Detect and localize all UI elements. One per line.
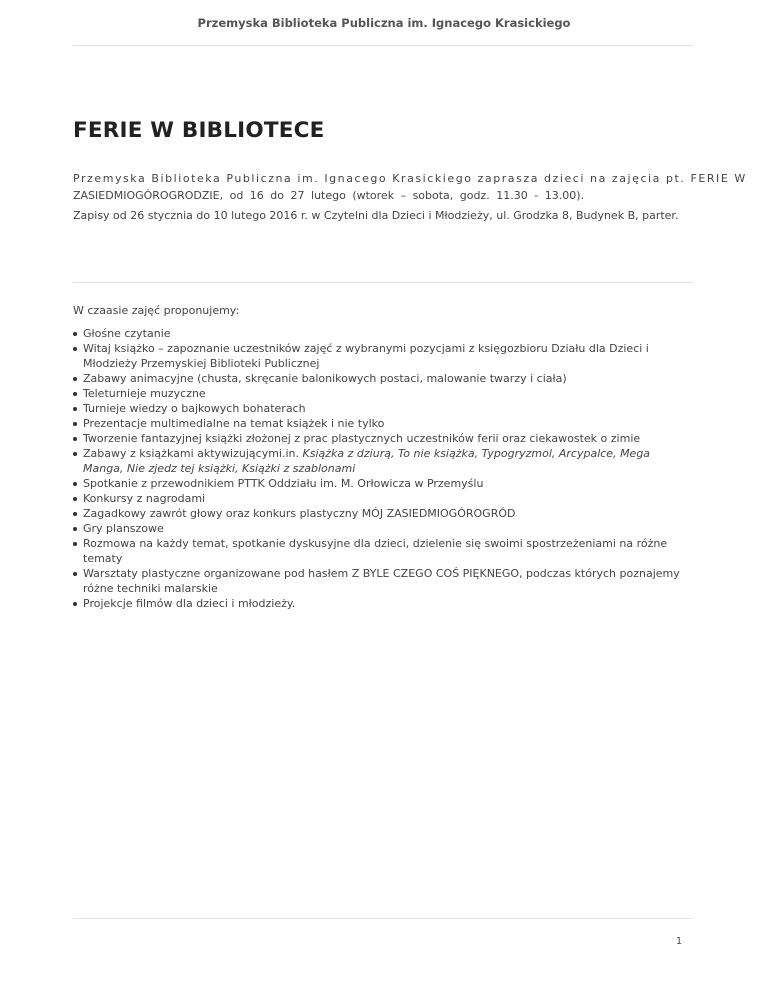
- bullet-icon: [73, 482, 77, 486]
- list-item: Projekcje filmów dla dzieci i młodzieży.: [73, 596, 688, 611]
- bullet-icon: [73, 542, 77, 546]
- page-number: 1: [676, 936, 683, 947]
- bullet-icon: [73, 452, 77, 456]
- signup-info: Zapisy od 26 stycznia do 10 lutego 2016 r. w Czytelni dla Dzieci i Młodzieży, ul. Grodzka 8, Budynek B, parter.: [73, 209, 679, 222]
- activities-list: [73, 326, 688, 611]
- book-titles: Książka z dziurą, To nie książka, Typogryzmol, Arcypalce, Mega Manga, Nie zjedz tej książki, Książki z szablonami: [83, 447, 651, 475]
- bullet-icon: [73, 527, 77, 531]
- page-title: FERIE W BIBLIOTECE: [73, 118, 325, 143]
- list-item: Rozmowa na każdy temat, spotkanie dyskusyjne dla dzieci, dzielenie się swoimi spostrzeżeniami na różne tematy: [73, 536, 688, 566]
- bullet-icon: [73, 437, 77, 441]
- list-item: Warsztaty plastyczne organizowane pod hasłem Z BYLE CZEGO COŚ PIĘKNEGO, podczas których poznajemy różne techniki malarskie: [73, 566, 688, 596]
- bullet-icon: [73, 572, 77, 576]
- library-header: Przemyska Biblioteka Publiczna im. Ignacego Krasickiego: [197, 16, 571, 30]
- list-item: Zabawy animacyjne (chusta, skręcanie balonikowych postaci, malowanie twarzy i ciała): [73, 371, 688, 386]
- list-item: Teleturnieje muzyczne: [73, 386, 688, 401]
- list-item: Zagadkowy zawrót głowy oraz konkurs plastyczny MÓJ ZASIEDMIOGÓROGRÓD: [73, 506, 688, 521]
- bullet-icon: [73, 512, 77, 516]
- bullet-icon: [73, 602, 77, 606]
- list-item: Zabawy z książkami aktywizującymi.in. Książka z dziurą, To nie książka, Typogryzmol, Arcypalce, Mega Manga, Nie zjedz tej książki, Książki z szablonami: [73, 446, 688, 476]
- activities-lead: W czaasie zajęć proponujemy:: [73, 304, 240, 317]
- footer-divider: [73, 918, 693, 919]
- list-item: Tworzenie fantazyjnej książki złożonej z prac plastycznych uczestników ferii oraz ciekawostek o zimie: [73, 431, 688, 446]
- bullet-icon: [73, 332, 77, 336]
- intro-line-2: ZASIEDMIOGÓROGRODZIE, od 16 do 27 lutego (wtorek – sobota, godz. 11.30 - 13.00).: [73, 189, 584, 202]
- list-item: Głośne czytanie: [73, 326, 688, 341]
- intro-paragraph: [73, 170, 747, 204]
- bullet-icon: [73, 407, 77, 411]
- list-item: Turnieje wiedzy o bajkowych bohaterach: [73, 401, 688, 416]
- bullet-icon: [73, 347, 77, 351]
- section-divider: [73, 282, 693, 283]
- list-item: Prezentacje multimedialne na temat książek i nie tylko: [73, 416, 688, 431]
- list-item: Gry planszowe: [73, 521, 688, 536]
- list-item: Konkursy z nagrodami: [73, 491, 688, 506]
- intro-line-1: Przemyska Biblioteka Publiczna im. Ignacego Krasickiego zaprasza dzieci na zajęcia pt. FERIE W: [73, 172, 747, 185]
- bullet-icon: [73, 392, 77, 396]
- header-divider: [73, 45, 693, 46]
- list-item: Witaj książko – zapoznanie uczestników zajęć z wybranymi pozycjami z księgozbioru Działu dla Dzieci i Młodzieży Przemyskiej Biblioteki Publicznej: [73, 341, 688, 371]
- bullet-icon: [73, 422, 77, 426]
- list-item: Spotkanie z przewodnikiem PTTK Oddziału im. M. Orłowicza w Przemyślu: [73, 476, 688, 491]
- bullet-icon: [73, 377, 77, 381]
- bullet-icon: [73, 497, 77, 501]
